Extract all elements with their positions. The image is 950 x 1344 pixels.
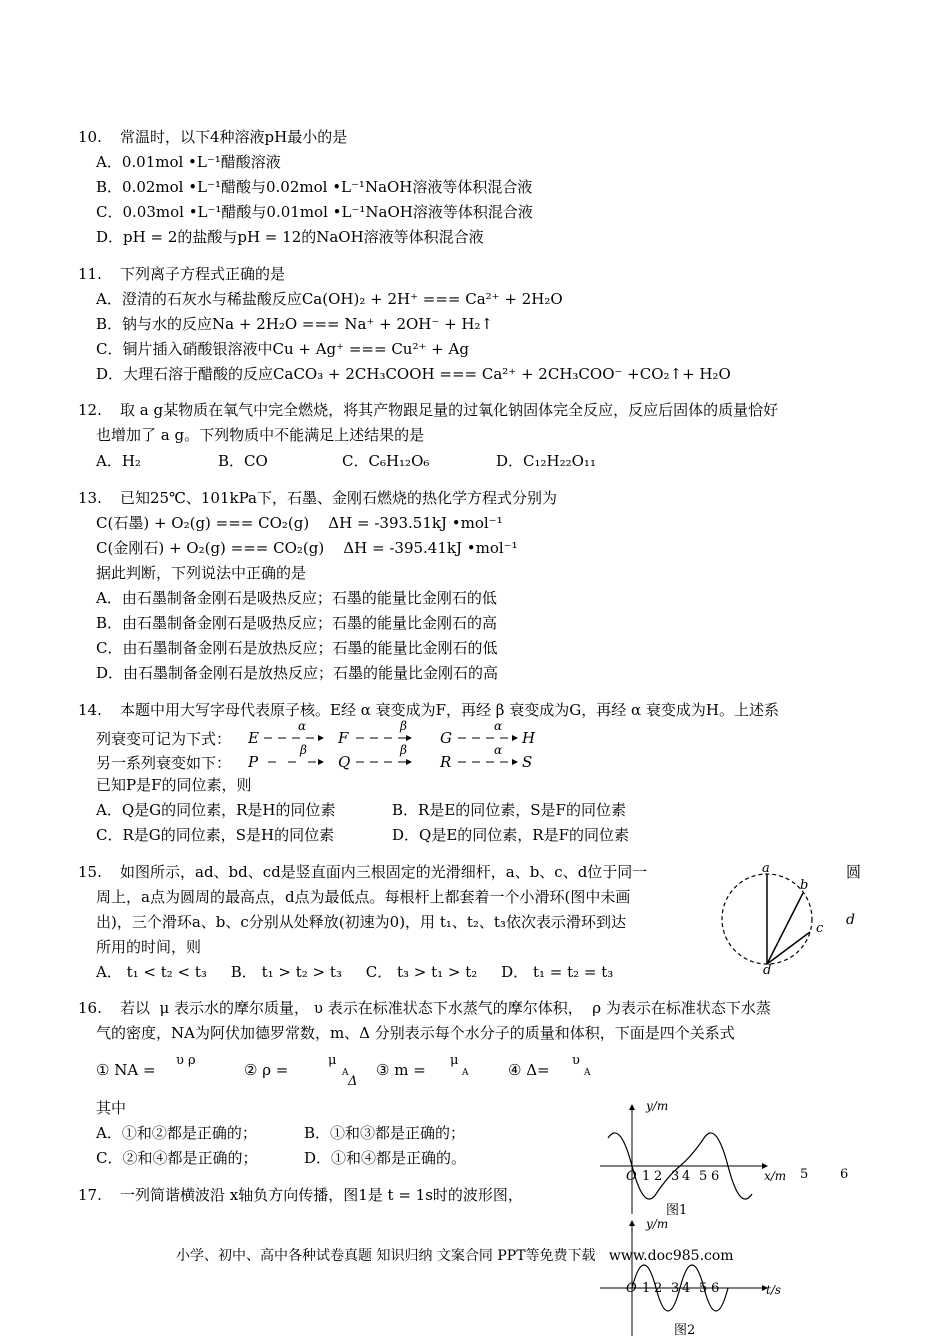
fig1-tick-1: 1: [642, 1169, 651, 1184]
figure-1-wave-graph: [596, 1098, 856, 1220]
chain2-r: R: [440, 753, 452, 771]
q12-option-c: C．C₆H₁₂O₆: [342, 452, 430, 470]
fig1-y-arrowhead: [629, 1104, 635, 1110]
q16-relation-2-denominator: Δ: [348, 1074, 358, 1089]
fig2-tick-4: 4: [682, 1281, 691, 1296]
q14-option-b: B．R是E的同位素，S是F的同位素: [392, 801, 626, 819]
q14-stem-line1: 本题中用大写字母代表原子核。E经 α 衰变成为F，再经 β 衰变成为G，再经 α 衰变成为H。上述系: [120, 701, 779, 719]
chain1-h: H: [522, 729, 536, 747]
fig1-tick-2: 2: [654, 1169, 663, 1184]
fig1-tick-6: 6: [711, 1169, 720, 1184]
q12-option-b: B．CO: [218, 452, 268, 470]
q15-options: A． t₁ < t₂ < t₃ B． t₁ > t₂ > t₃ C． t₃ > t₁ > t₂ D． t₁ = t₂ = t₃: [96, 963, 614, 981]
fig2-y-arrowhead: [629, 1220, 635, 1226]
chain2-q: Q: [338, 753, 351, 771]
chain1-arrowhead-3: [512, 735, 518, 741]
q10-stem: 常温时，以下4种溶液pH最小的是: [120, 128, 348, 146]
q14-option-c: C．R是G的同位素，S是H的同位素: [96, 826, 335, 844]
q16-option-b: B．①和③都是正确的；: [304, 1124, 466, 1142]
stray-d-label: d: [846, 912, 855, 928]
chain2-arrowhead-3: [512, 759, 518, 765]
point-b-label: b: [800, 878, 809, 893]
chain2-arrowhead-1: [318, 759, 324, 765]
q15-circle-figure: [712, 862, 862, 974]
q16-relation-2: ② ρ =: [244, 1061, 289, 1079]
q16-relation-3-numerator: μ: [450, 1053, 459, 1068]
figure-2-vibration-graph: [596, 1214, 796, 1340]
fig2-caption: 图2: [674, 1323, 696, 1338]
q14-option-d: D．Q是E的同位素，R是F的同位素: [392, 826, 629, 844]
chain2-p: P: [248, 753, 259, 771]
q10-option-b: B．0.02mol •L⁻¹醋酸与0.02mol •L⁻¹NaOH溶液等体积混合液: [96, 178, 533, 196]
q14-stem-line2: 列衰变可记为下式：: [96, 730, 232, 748]
chain2-s: S: [522, 753, 533, 771]
q13-option-c: C．由石墨制备金刚石是放热反应；石墨的能量比金刚石的低: [96, 639, 498, 657]
q15-stem-line4: 所用的时间，则: [96, 938, 202, 956]
q11-number: 11.: [78, 265, 102, 283]
q16-relation-3-sub: A: [462, 1068, 469, 1078]
q16-relation-1: ① NA =: [96, 1061, 156, 1079]
rod-bd: [767, 893, 803, 964]
q15-stem-line3: 出)，三个滑环a、b、c分别从处释放(初速为0)，用 t₁、t₂、t₃依次表示滑环到达: [96, 913, 626, 931]
fig2-tick-6: 6: [711, 1281, 720, 1296]
q15-number: 15.: [78, 863, 102, 881]
q12-option-d: D．C₁₂H₂₂O₁₁: [496, 452, 596, 470]
fig2-tick-3: 3: [671, 1281, 680, 1296]
q16-relation-2-numerator: μ: [328, 1053, 337, 1068]
q15-stem-line1-end: 圆: [846, 863, 862, 881]
q13-option-b: B．由石墨制备金刚石是吸热反应；石墨的能量比金刚石的高: [96, 614, 498, 632]
fig1-xlabel: x/m: [764, 1169, 787, 1183]
point-d-label: d: [763, 963, 772, 974]
chain1-arrowhead-1: [318, 735, 324, 741]
chain1-f: F: [338, 729, 349, 747]
q12-number: 12.: [78, 401, 102, 419]
fig1-tick-4: 4: [682, 1169, 691, 1184]
q14-option-a: A．Q是G的同位素，R是H的同位素: [96, 801, 336, 819]
fig1-stray-6: 6: [840, 1167, 849, 1182]
q11-option-b: B．钠与水的反应Na + 2H₂O === Na⁺ + 2OH⁻ + H₂↑: [96, 315, 494, 333]
chain2-label-2: β: [400, 743, 407, 757]
q16-option-c: C．②和④都是正确的；: [96, 1149, 258, 1167]
fig2-tick-5: 5: [699, 1281, 708, 1296]
q13-equation-diamond: C(金刚石) + O₂(g) === CO₂(g) ΔH = -395.41kJ •mol⁻¹: [96, 539, 518, 557]
fig1-origin: O: [626, 1169, 637, 1184]
point-a-label: a: [762, 862, 770, 876]
q13-option-d: D．由石墨制备金刚石是放热反应；石墨的能量比金刚石的高: [96, 664, 499, 682]
chain2-arrowhead-2: [406, 759, 412, 765]
chain1-arrowhead-2: [406, 735, 412, 741]
q15-stem-line2: 周上，a点为圆周的最高点，d点为最低点。每根杆上都套着一个小滑环(图中未画: [96, 888, 631, 906]
q16-number: 16.: [78, 999, 102, 1017]
page-footer: 小学、初中、高中各种试卷真题 知识归纳 文案合同 PPT等免费下载 www.doc985.com: [176, 1248, 734, 1264]
point-c-label: c: [816, 921, 824, 936]
q10-number: 10.: [78, 128, 102, 146]
fig1-tick-5: 5: [699, 1169, 708, 1184]
fig1-caption: 图1: [666, 1203, 688, 1218]
fig1-stray-5: 5: [800, 1167, 809, 1182]
q12-stem-line1: 取 a g某物质在氧气中完全燃烧，将其产物跟足量的过氧化钠固体完全反应，反应后固体的质量恰好: [120, 401, 779, 419]
q16-relation-4-sub: A: [584, 1068, 591, 1078]
q10-option-d: D．pH = 2的盐酸与pH = 12的NaOH溶液等体积混合液: [96, 228, 484, 246]
q13-number: 13.: [78, 489, 102, 507]
fig1-tick-3: 3: [671, 1169, 680, 1184]
chain1-label-3: α: [494, 719, 503, 733]
q16-relation-1-numerator: υ ρ: [176, 1053, 196, 1068]
chain1-g: G: [440, 729, 452, 747]
q16-relation-2-sub: A: [342, 1068, 349, 1078]
q11-option-c: C．铜片插入硝酸银溶液中Cu + Ag⁺ === Cu²⁺ + Ag: [96, 340, 469, 358]
q14-decay-chain-2: [242, 742, 542, 776]
q13-option-a: A．由石墨制备金刚石是吸热反应；石墨的能量比金刚石的低: [96, 589, 497, 607]
q16-relation-4: ④ Δ=: [508, 1061, 550, 1079]
q11-stem: 下列离子方程式正确的是: [120, 265, 286, 283]
q16-qizhong: 其中: [96, 1099, 127, 1117]
fig1-ylabel: y/m: [646, 1099, 669, 1113]
fig2-origin: O: [626, 1281, 637, 1296]
q15-stem-line1: 如图所示，ad、bd、cd是竖直面内三根固定的光滑细杆，a、b、c、d位于同一: [120, 863, 648, 881]
q14-stem-line4: 已知P是F的同位素，则: [96, 776, 252, 794]
q17-number: 17.: [78, 1186, 102, 1204]
chain2-label-3: α: [494, 743, 503, 757]
chain2-label-1: β: [300, 743, 307, 757]
fig2-tick-2: 2: [654, 1281, 663, 1296]
fig2-ylabel: y/m: [646, 1217, 669, 1231]
q14-stem-line3: 另一系列衰变如下：: [96, 754, 232, 772]
q11-option-d: D．大理石溶于醋酸的反应CaCO₃ + 2CH₃COOH === Ca²⁺ + 2CH₃COO⁻ +CO₂↑+ H₂O: [96, 365, 731, 383]
rod-cd: [767, 932, 810, 964]
q12-option-a: A．H₂: [96, 452, 141, 470]
q16-stem-line2: 气的密度，NA为阿伏加德罗常数，m、Δ 分别表示每个水分子的质量和体积，下面是四个关系式: [96, 1024, 735, 1042]
q13-stem-2: 据此判断，下列说法中正确的是: [96, 564, 307, 582]
chain1-label-2: β: [400, 719, 407, 733]
q13-equation-graphite: C(石墨) + O₂(g) === CO₂(g) ΔH = -393.51kJ •mol⁻¹: [96, 514, 503, 532]
q14-number: 14.: [78, 701, 102, 719]
q10-option-a: A．0.01mol •L⁻¹醋酸溶液: [96, 153, 281, 171]
fig2-tick-1: 1: [642, 1281, 651, 1296]
q16-option-a: A．①和②都是正确的；: [96, 1124, 257, 1142]
fig2-xlabel: t/s: [766, 1283, 782, 1297]
q13-stem: 已知25℃、101kPa下，石墨、金刚石燃烧的热化学方程式分别为: [120, 489, 557, 507]
chain1-label-1: α: [298, 719, 307, 733]
q11-option-a: A．澄清的石灰水与稀盐酸反应Ca(OH)₂ + 2H⁺ === Ca²⁺ + 2H₂O: [96, 290, 563, 308]
q16-relation-4-numerator: υ: [572, 1053, 580, 1068]
q16-stem-line1: 若以 μ 表示水的摩尔质量， υ 表示在标准状态下水蒸气的摩尔体积， ρ 为表示在标准状态下水蒸: [120, 999, 771, 1017]
chain1-e: E: [248, 729, 259, 747]
q10-option-c: C．0.03mol •L⁻¹醋酸与0.01mol •L⁻¹NaOH溶液等体积混合液: [96, 203, 533, 221]
q16-option-d: D．①和④都是正确的。: [304, 1149, 467, 1167]
q16-relation-3: ③ m =: [376, 1061, 426, 1079]
q17-stem: 一列简谐横波沿 x轴负方向传播，图1是 t = 1s时的波形图，: [120, 1186, 523, 1204]
q12-stem-line2: 也增加了 a g。下列物质中不能满足上述结果的是: [96, 426, 425, 444]
